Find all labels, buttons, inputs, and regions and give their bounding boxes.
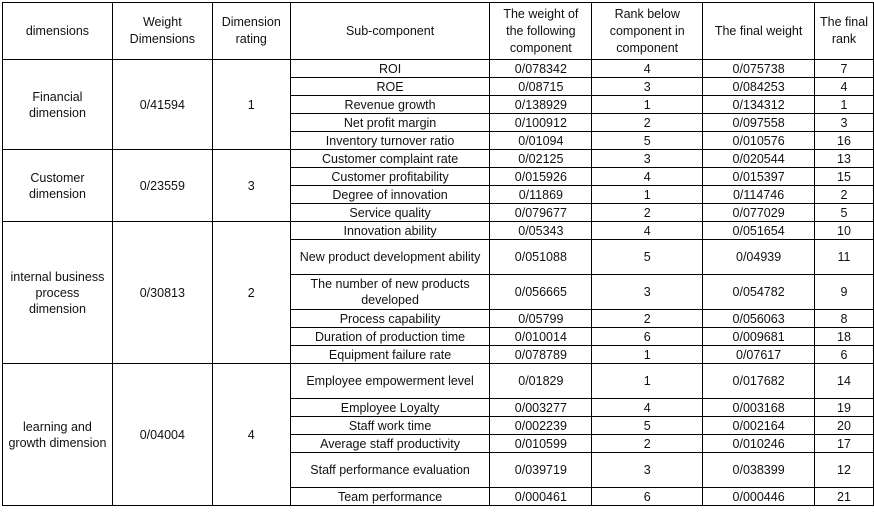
rank-below: 5: [592, 132, 703, 150]
rank-below: 1: [592, 346, 703, 364]
final-rank: 5: [815, 204, 874, 222]
sub-component: Team performance: [290, 488, 490, 506]
dimension-name: learning and growth dimension: [3, 364, 113, 506]
component-weight: 0/05799: [490, 310, 592, 328]
final-rank: 11: [815, 240, 874, 275]
dimension-rating: 4: [212, 364, 290, 506]
dimension-weight: 0/23559: [112, 150, 212, 222]
final-rank: 7: [815, 60, 874, 78]
final-weight: 0/038399: [703, 453, 815, 488]
header-sub-component: Sub-component: [290, 3, 490, 60]
final-weight: 0/020544: [703, 150, 815, 168]
component-weight: 0/05343: [490, 222, 592, 240]
rank-below: 6: [592, 488, 703, 506]
sub-component: Employee empowerment level: [290, 364, 490, 399]
final-weight: 0/07617: [703, 346, 815, 364]
final-weight: 0/04939: [703, 240, 815, 275]
final-weight: 0/051654: [703, 222, 815, 240]
header-rank-below: Rank below component in component: [592, 3, 703, 60]
component-weight: 0/003277: [490, 399, 592, 417]
final-weight: 0/084253: [703, 78, 815, 96]
component-weight: 0/01829: [490, 364, 592, 399]
final-weight: 0/010576: [703, 132, 815, 150]
rank-below: 3: [592, 453, 703, 488]
table-row: [3, 150, 874, 168]
final-rank: 3: [815, 114, 874, 132]
component-weight: 0/000461: [490, 488, 592, 506]
header-final-weight: The final weight: [703, 3, 815, 60]
header-weight-dimensions: Weight Dimensions: [112, 3, 212, 60]
final-weight: 0/075738: [703, 60, 815, 78]
sub-component: The number of new products developed: [290, 275, 490, 310]
component-weight: 0/078342: [490, 60, 592, 78]
component-weight: 0/039719: [490, 453, 592, 488]
dimension-weight: 0/41594: [112, 60, 212, 150]
final-rank: 13: [815, 150, 874, 168]
sub-component: Staff performance evaluation: [290, 453, 490, 488]
dimension-rating: 1: [212, 60, 290, 150]
component-weight: 0/010599: [490, 435, 592, 453]
component-weight: 0/002239: [490, 417, 592, 435]
component-weight: 0/100912: [490, 114, 592, 132]
sub-component: Service quality: [290, 204, 490, 222]
sub-component: Revenue growth: [290, 96, 490, 114]
final-rank: 20: [815, 417, 874, 435]
dimension-weight: 0/04004: [112, 364, 212, 506]
final-weight: 0/114746: [703, 186, 815, 204]
component-weight: 0/056665: [490, 275, 592, 310]
rank-below: 3: [592, 150, 703, 168]
sub-component: ROE: [290, 78, 490, 96]
rank-below: 1: [592, 186, 703, 204]
sub-component: Customer profitability: [290, 168, 490, 186]
component-weight: 0/079677: [490, 204, 592, 222]
final-rank: 6: [815, 346, 874, 364]
component-weight: 0/015926: [490, 168, 592, 186]
component-weight: 0/051088: [490, 240, 592, 275]
final-weight: 0/017682: [703, 364, 815, 399]
final-rank: 2: [815, 186, 874, 204]
dimension-rating: 3: [212, 150, 290, 222]
final-weight: 0/077029: [703, 204, 815, 222]
rank-below: 2: [592, 310, 703, 328]
final-rank: 4: [815, 78, 874, 96]
sub-component: Employee Loyalty: [290, 399, 490, 417]
final-rank: 15: [815, 168, 874, 186]
rank-below: 6: [592, 328, 703, 346]
sub-component: New product development ability: [290, 240, 490, 275]
sub-component: ROI: [290, 60, 490, 78]
dimension-name: Customer dimension: [3, 150, 113, 222]
sub-component: Customer complaint rate: [290, 150, 490, 168]
rank-below: 2: [592, 435, 703, 453]
final-rank: 19: [815, 399, 874, 417]
final-weight: 0/015397: [703, 168, 815, 186]
rank-below: 1: [592, 96, 703, 114]
table-row: [3, 364, 874, 399]
dimension-name: internal business process dimension: [3, 222, 113, 364]
sub-component: Innovation ability: [290, 222, 490, 240]
component-weight: 0/078789: [490, 346, 592, 364]
sub-component: Inventory turnover ratio: [290, 132, 490, 150]
dimension-rating: 2: [212, 222, 290, 364]
sub-component: Degree of innovation: [290, 186, 490, 204]
component-weight: 0/02125: [490, 150, 592, 168]
component-weight: 0/11869: [490, 186, 592, 204]
final-weight: 0/009681: [703, 328, 815, 346]
rank-below: 1: [592, 364, 703, 399]
final-rank: 1: [815, 96, 874, 114]
final-weight: 0/054782: [703, 275, 815, 310]
rank-below: 3: [592, 275, 703, 310]
component-weight: 0/01094: [490, 132, 592, 150]
sub-component: Process capability: [290, 310, 490, 328]
header-dimensions: dimensions: [3, 3, 113, 60]
final-weight: 0/003168: [703, 399, 815, 417]
component-weight: 0/138929: [490, 96, 592, 114]
final-weight: 0/056063: [703, 310, 815, 328]
final-rank: 8: [815, 310, 874, 328]
header-final-rank: The final rank: [815, 3, 874, 60]
sub-component: Average staff productivity: [290, 435, 490, 453]
component-weight: 0/010014: [490, 328, 592, 346]
table-row: [3, 60, 874, 78]
final-rank: 14: [815, 364, 874, 399]
final-weight: 0/134312: [703, 96, 815, 114]
table-row: [3, 222, 874, 240]
component-weight: 0/08715: [490, 78, 592, 96]
final-rank: 17: [815, 435, 874, 453]
header-component-weight: The weight of the following component: [490, 3, 592, 60]
final-rank: 16: [815, 132, 874, 150]
rank-below: 2: [592, 114, 703, 132]
final-rank: 10: [815, 222, 874, 240]
final-rank: 12: [815, 453, 874, 488]
weights-table: [2, 2, 874, 506]
final-weight: 0/010246: [703, 435, 815, 453]
final-rank: 18: [815, 328, 874, 346]
final-weight: 0/002164: [703, 417, 815, 435]
rank-below: 3: [592, 78, 703, 96]
final-rank: 21: [815, 488, 874, 506]
rank-below: 5: [592, 417, 703, 435]
sub-component: Staff work time: [290, 417, 490, 435]
header-row: [3, 3, 874, 60]
rank-below: 4: [592, 60, 703, 78]
rank-below: 4: [592, 168, 703, 186]
dimension-weight: 0/30813: [112, 222, 212, 364]
rank-below: 2: [592, 204, 703, 222]
rank-below: 4: [592, 222, 703, 240]
sub-component: Net profit margin: [290, 114, 490, 132]
header-dimension-rating: Dimension rating: [212, 3, 290, 60]
final-weight: 0/097558: [703, 114, 815, 132]
sub-component: Equipment failure rate: [290, 346, 490, 364]
rank-below: 5: [592, 240, 703, 275]
final-rank: 9: [815, 275, 874, 310]
sub-component: Duration of production time: [290, 328, 490, 346]
rank-below: 4: [592, 399, 703, 417]
final-weight: 0/000446: [703, 488, 815, 506]
dimension-name: Financial dimension: [3, 60, 113, 150]
